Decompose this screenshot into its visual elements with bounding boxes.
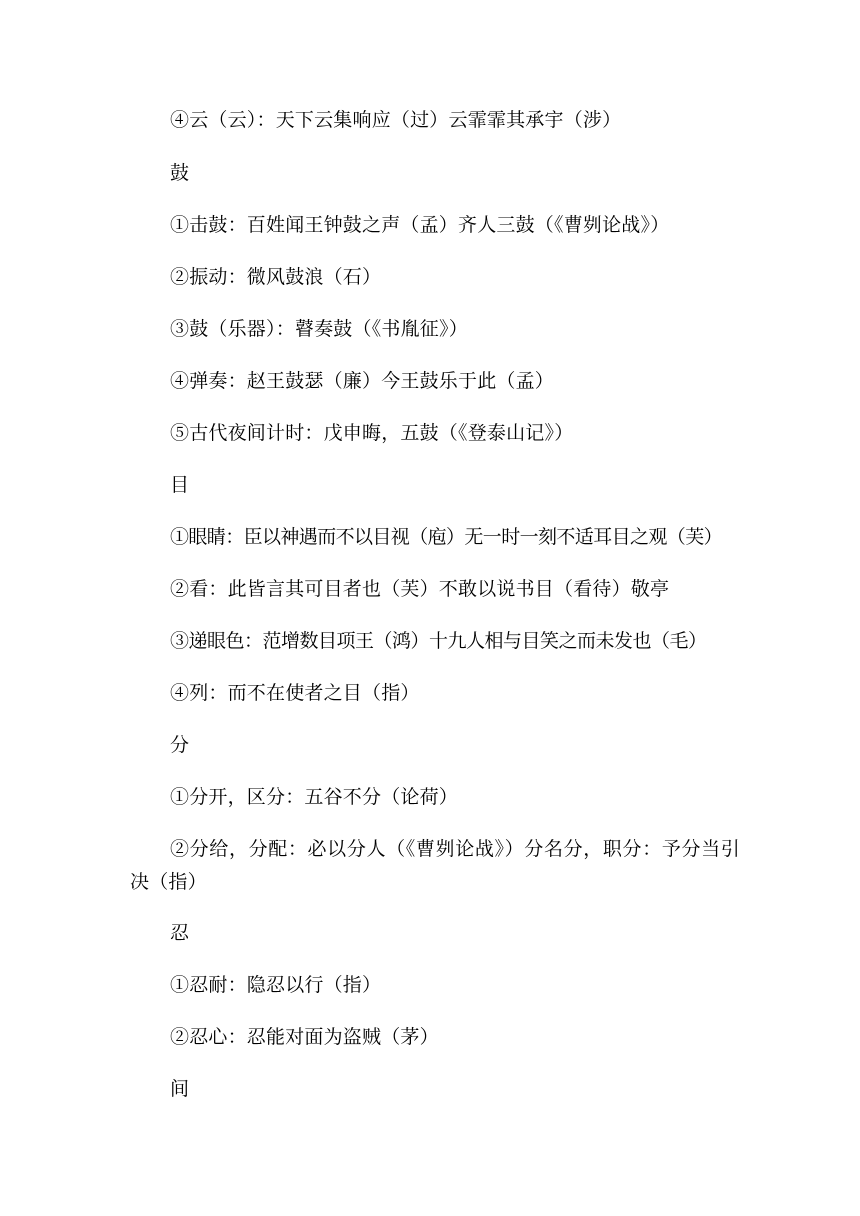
definition-line: ②振动：微风鼓浪（石） xyxy=(170,266,382,288)
definition-line: ④弹奏：赵王鼓瑟（廉）今王鼓乐于此（孟） xyxy=(170,370,555,392)
definition-line: ①分开，区分：五谷不分（论荷） xyxy=(170,786,459,808)
definition-line: ④云（云）：天下云集响应（过）云霏霏其承宇（涉） xyxy=(170,109,622,131)
definition-line: ③鼓（乐器）：瞽奏鼓（《书胤征》） xyxy=(170,318,468,340)
definition-line: ②忍心：忍能对面为盗贼（茅） xyxy=(170,1026,439,1048)
definition-line: ⑤古代夜间计时：戊申晦，五鼓（《登泰山记》） xyxy=(170,422,574,444)
definition-line: ②看：此皆言其可目者也（芙）不敢以说书目（看待）敬亭 xyxy=(170,578,670,600)
headword: 忍 xyxy=(170,922,190,944)
headword: 鼓 xyxy=(170,162,190,184)
definition-line: ①眼睛：臣以神遇而不以目视（庖）无一时一刻不适耳目之观（芙） xyxy=(170,526,723,548)
definition-line: ②分给，分配：必以分人（《曹刿论战》）分名分，职分：予分当引决（指） xyxy=(130,838,740,893)
headword: 间 xyxy=(170,1078,190,1100)
definition-line: ①击鼓：百姓闻王钟鼓之声（孟）齐人三鼓（《曹刿论战》） xyxy=(170,214,670,236)
definition-line: ①忍耐：隐忍以行（指） xyxy=(170,974,382,996)
definition-line: ③递眼色：范增数目项王（鸿）十九人相与目笑之而未发也（毛） xyxy=(170,630,707,652)
definition-line: ④列：而不在使者之目（指） xyxy=(170,682,420,704)
headword: 目 xyxy=(170,474,190,496)
headword: 分 xyxy=(170,734,190,756)
